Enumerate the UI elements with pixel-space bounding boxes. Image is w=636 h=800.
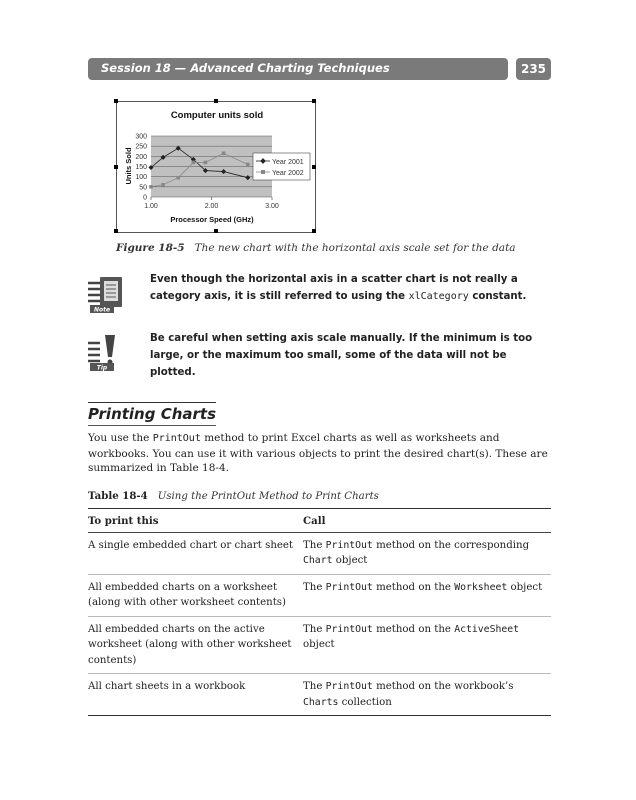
data-point	[161, 183, 165, 187]
tip-icon	[88, 333, 128, 371]
note-icon	[88, 275, 128, 313]
table-caption-text: Using the PrintOut Method to Print Charts	[157, 491, 379, 502]
table-cell: The PrintOut method on the Worksheet object	[303, 574, 551, 616]
data-point	[246, 163, 250, 167]
note-icon-label: Note	[93, 306, 111, 313]
column-header: To print this	[88, 509, 303, 533]
resize-handle[interactable]	[114, 229, 118, 233]
y-tick-label: 0	[143, 194, 147, 202]
y-tick-label: 50	[139, 184, 147, 192]
y-axis-label: Units Sold	[124, 147, 133, 185]
note-text	[150, 271, 550, 305]
resize-handle[interactable]	[312, 99, 316, 103]
y-tick-label: 200	[135, 153, 147, 161]
note-text-part: Even though the horizontal axis in a scatter chart is not really a category axis, it is still referred to using the	[150, 274, 518, 302]
x-tick-label: 1.00	[144, 203, 158, 210]
resize-handle[interactable]	[312, 165, 316, 169]
table-caption	[88, 490, 379, 502]
resize-handle[interactable]	[114, 99, 118, 103]
body-paragraph	[88, 431, 550, 476]
resize-handle[interactable]	[214, 229, 218, 233]
table-cell: The PrintOut method on the ActiveSheet object	[303, 616, 551, 674]
table-cell: The PrintOut method on the corresponding Chart object	[303, 532, 551, 574]
tip-text: Be careful when setting axis scale manually. If the minimum is too large, or the maximum too small, some of the data will not be plotted.	[150, 333, 533, 378]
x-axis-label: Processor Speed (GHz)	[170, 215, 254, 224]
figure-caption-text: The new chart with the horizontal axis scale set for the data	[194, 242, 516, 254]
data-point	[204, 161, 208, 165]
section-title: Printing Charts	[88, 402, 216, 426]
table-label: Table 18-4	[88, 490, 148, 502]
table-row	[88, 674, 551, 716]
data-point	[222, 151, 226, 155]
data-point	[176, 176, 180, 180]
resize-handle[interactable]	[114, 165, 118, 169]
data-point	[192, 161, 196, 165]
paragraph-code: PrintOut	[152, 433, 201, 444]
figure-label: Figure 18-5	[116, 242, 185, 254]
y-tick-label: 100	[135, 174, 147, 182]
legend-entry-2002: Year 2002	[272, 170, 304, 177]
y-tick-label: 150	[135, 164, 147, 171]
table-cell: All chart sheets in a workbook	[88, 681, 246, 692]
note-code: xlCategory	[408, 291, 469, 302]
x-tick-label: 2.00	[204, 203, 219, 210]
y-tick-label: 300	[135, 133, 147, 141]
tip-icon-label: Tip	[96, 364, 108, 371]
x-tick-label: 3.00	[265, 203, 279, 210]
page-number: 235	[516, 58, 551, 80]
paragraph-text: method to print Excel charts as well as worksheets and workbooks. You can use it with various objects to print the desired chart(s). These are summarized in Table 18-4.	[88, 432, 548, 474]
legend	[253, 153, 310, 180]
figure-caption	[116, 242, 516, 254]
paragraph-text: You use the	[88, 432, 150, 444]
data-point	[149, 185, 153, 189]
table-row	[88, 574, 551, 616]
printout-table	[88, 508, 551, 716]
running-header-title: Session 18 — Advanced Charting Techniques	[101, 61, 390, 75]
chart-title: Computer units sold	[170, 110, 264, 121]
table-cell: The PrintOut method on the workbook’s Charts collection	[303, 681, 514, 708]
chart-frame[interactable]	[116, 101, 316, 233]
note-text-part: constant.	[472, 291, 527, 302]
table-cell: A single embedded chart or chart sheet	[88, 532, 303, 574]
table-row	[88, 616, 551, 674]
resize-handle[interactable]	[312, 229, 316, 233]
running-header	[88, 58, 508, 80]
legend-marker-2002	[261, 170, 265, 174]
legend-entry-2001: Year 2001	[272, 159, 304, 166]
resize-handle[interactable]	[214, 99, 218, 103]
table-cell: All embedded charts on the active worksheet (along with other worksheet contents)	[88, 616, 303, 674]
y-tick-label: 250	[135, 143, 147, 151]
table-cell: All embedded charts on a worksheet (along with other worksheet contents)	[88, 574, 303, 616]
table-row	[88, 532, 551, 574]
scatter-chart	[117, 102, 315, 232]
column-header: Call	[303, 509, 551, 533]
